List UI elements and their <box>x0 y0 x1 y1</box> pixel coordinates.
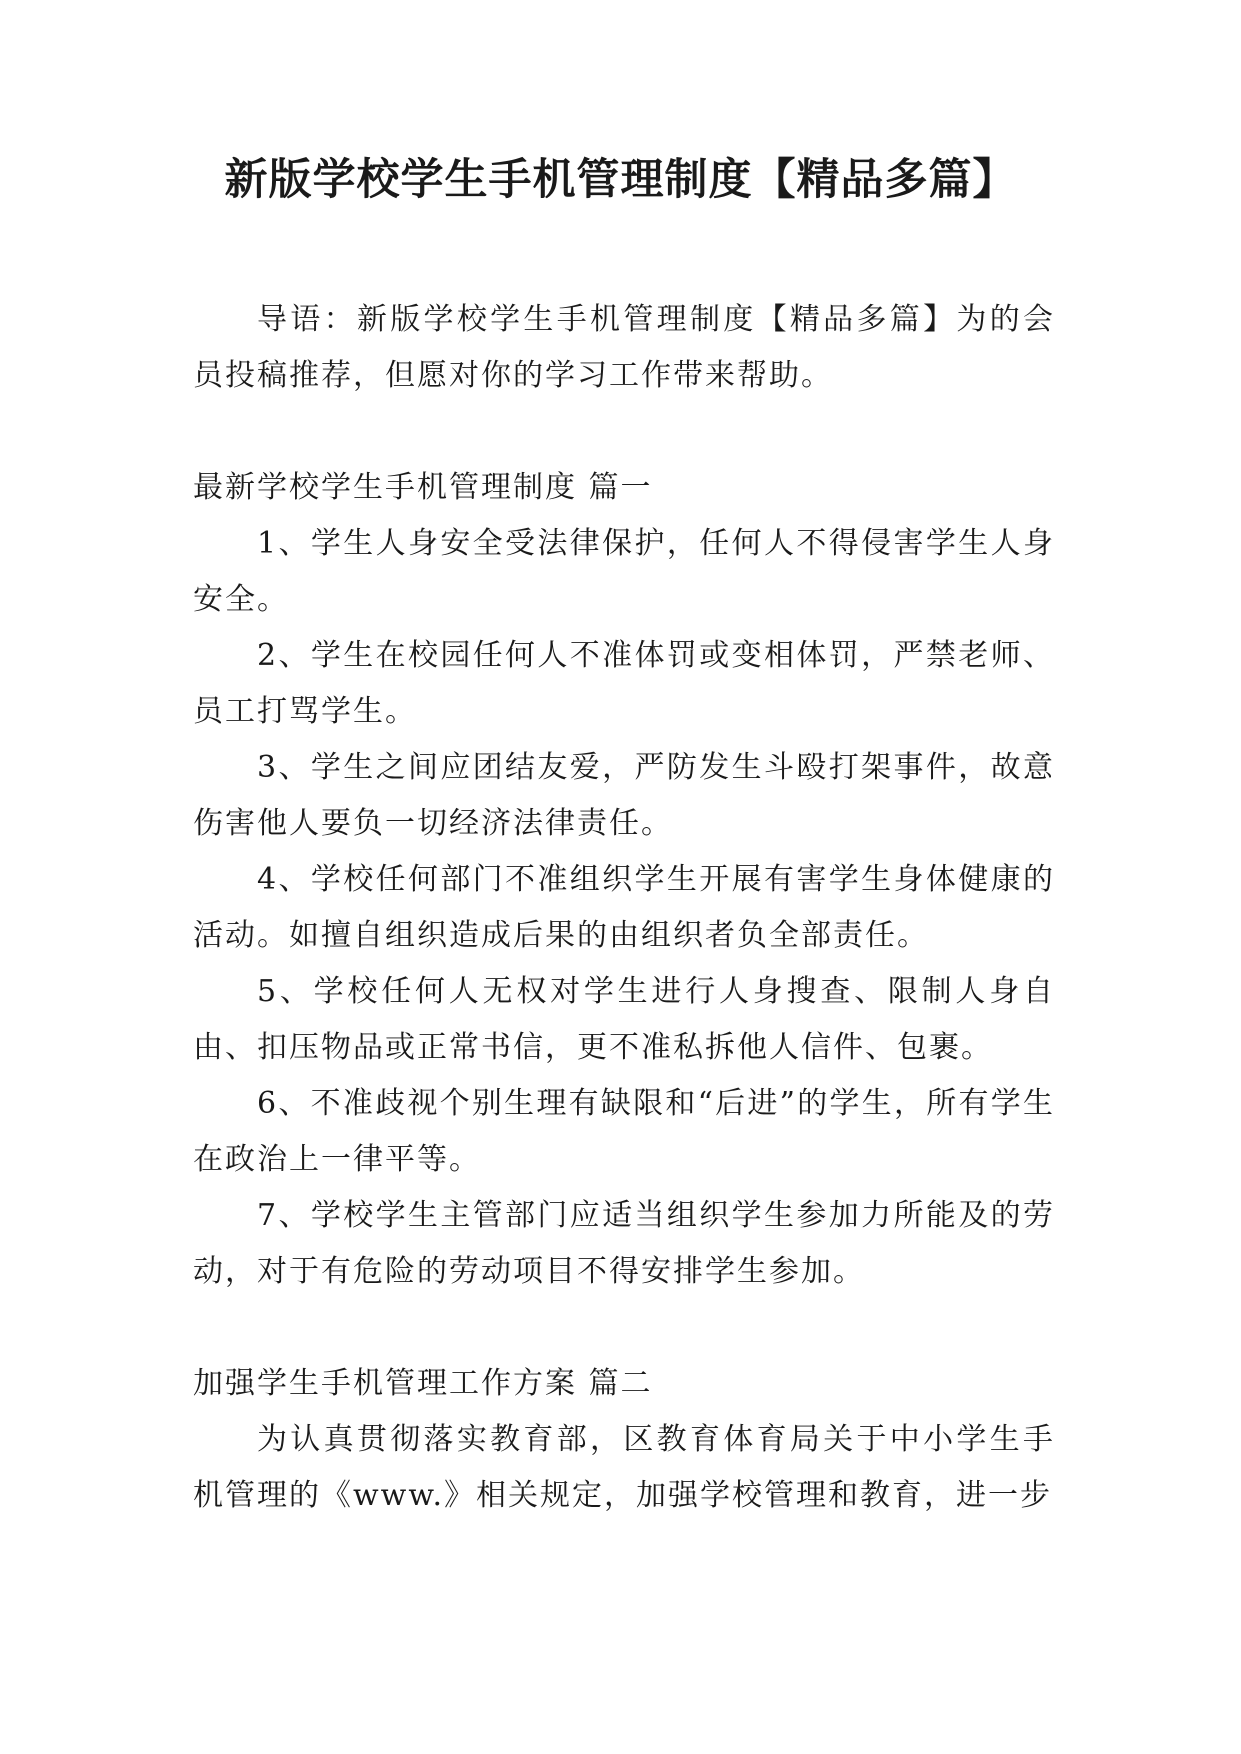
section2-paragraph: 为认真贯彻落实教育部，区教育体育局关于中小学生手机管理的《www.》相关规定，加强学校管理和教育，进一步 <box>193 1422 1055 1513</box>
document-title: 新版学校学生手机管理制度【精品多篇】 <box>224 155 1017 205</box>
document-body <box>193 292 1055 1524</box>
section-heading-2: 加强学生手机管理工作方案 篇二 <box>193 1366 653 1401</box>
intro-paragraph: 导语：新版学校学生手机管理制度【精品多篇】为的会员投稿推荐，但愿对你的学习工作带来帮助。 <box>193 302 1055 393</box>
list-item: 7、学校学生主管部门应适当组织学生参加力所能及的劳动，对于有危险的劳动项目不得安排学生参加。 <box>193 1198 1055 1289</box>
list-item: 2、学生在校园任何人不准体罚或变相体罚，严禁老师、员工打骂学生。 <box>193 638 1055 729</box>
section-heading-1: 最新学校学生手机管理制度 篇一 <box>193 470 653 505</box>
list-item: 3、学生之间应团结友爱，严防发生斗殴打架事件，故意伤害他人要负一切经济法律责任。 <box>193 750 1055 841</box>
list-item: 6、不准歧视个别生理有缺限和“后进”的学生，所有学生在政治上一律平等。 <box>193 1086 1055 1177</box>
list-item: 4、学校任何部门不准组织学生开展有害学生身体健康的活动。如擅自组织造成后果的由组织者负全部责任。 <box>193 862 1055 953</box>
list-item: 1、学生人身安全受法律保护，任何人不得侵害学生人身安全。 <box>193 526 1055 617</box>
list-item: 5、学校任何人无权对学生进行人身搜查、限制人身自由、扣压物品或正常书信，更不准私拆他人信件、包裹。 <box>193 974 1055 1065</box>
